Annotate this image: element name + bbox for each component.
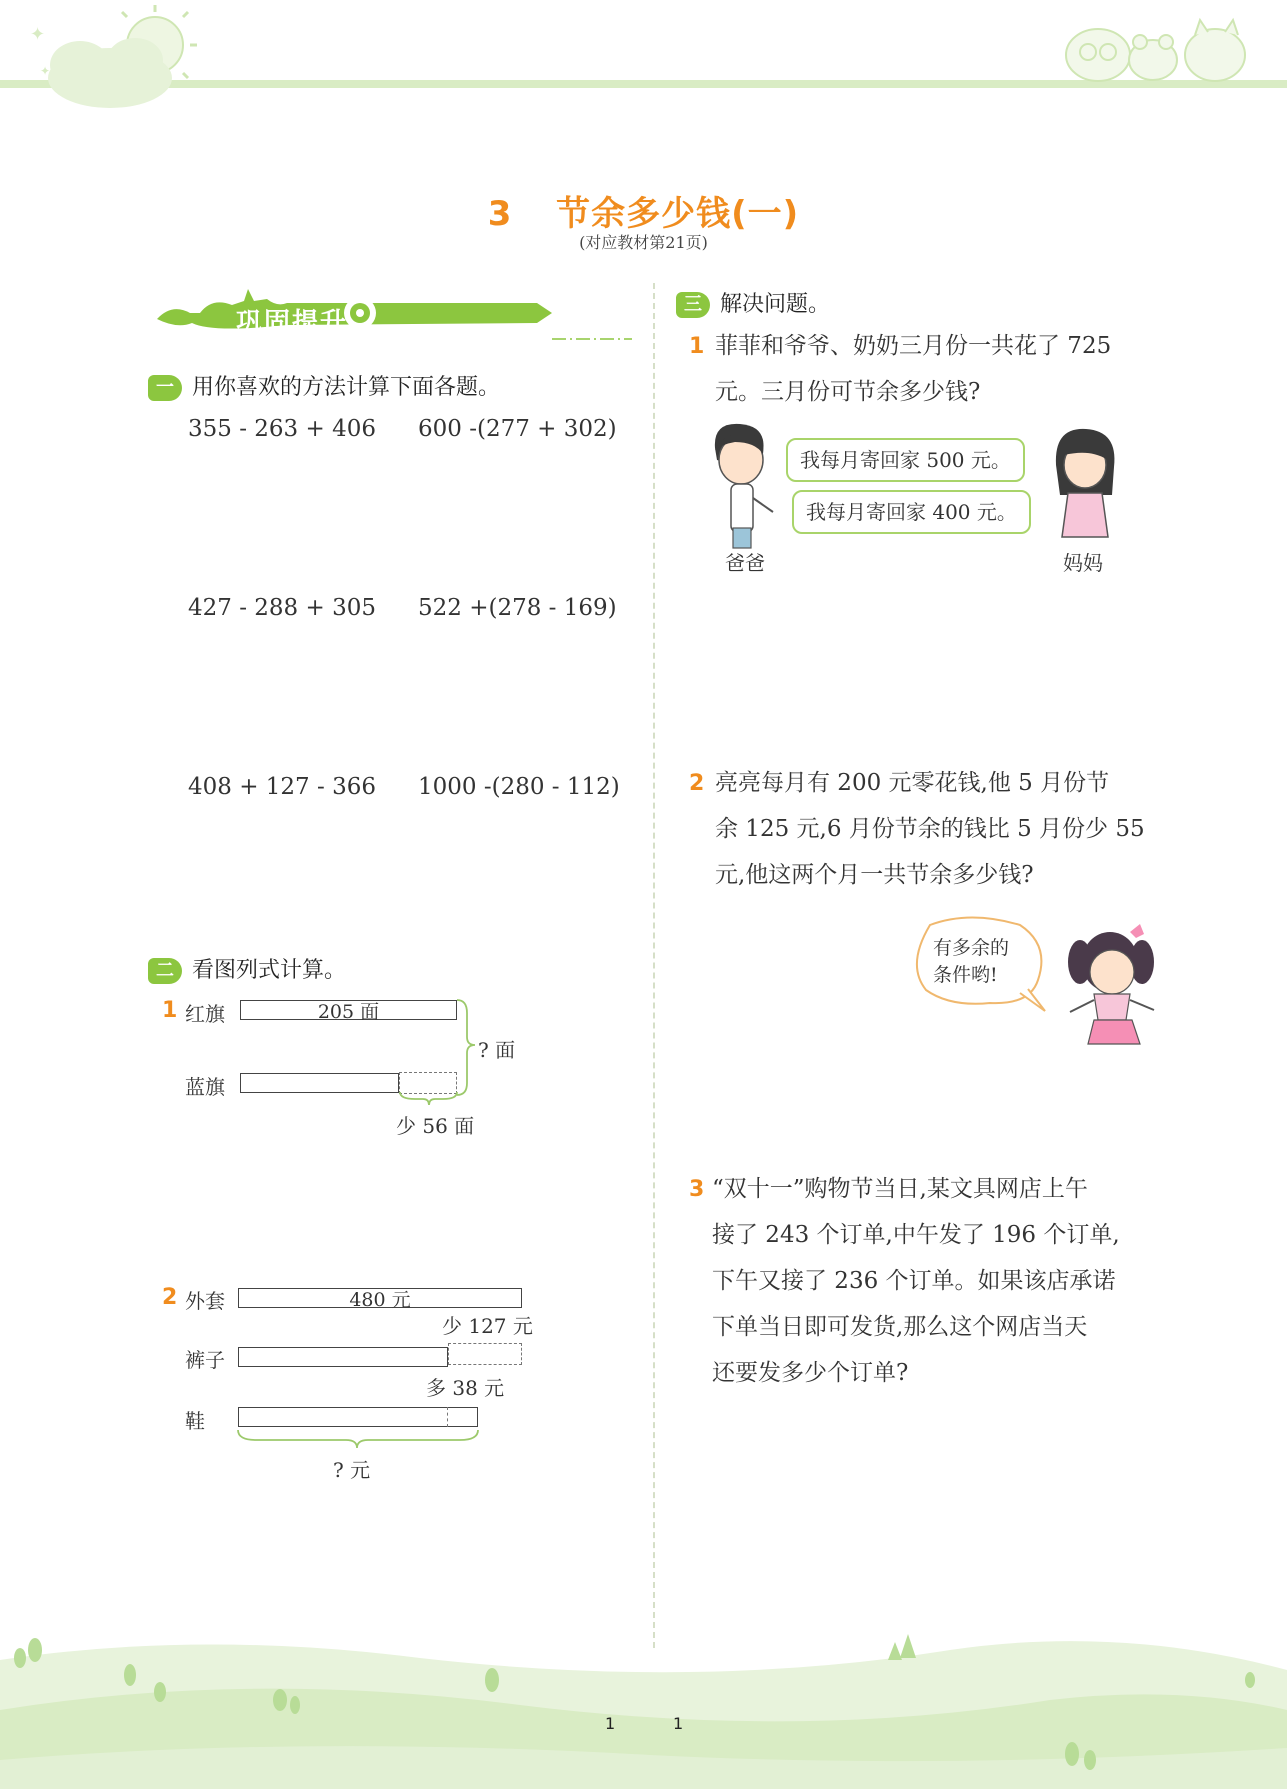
- expression: 1000 -(280 - 112): [418, 774, 620, 800]
- section3-badge: 三: [676, 292, 710, 318]
- diagram1-total-label: ? 面: [478, 1038, 516, 1062]
- diagram2-row2-label: 裤子: [185, 1348, 225, 1372]
- animal-faces-icon: [1066, 20, 1245, 81]
- diagram2-number: 2: [162, 1285, 178, 1310]
- dad-speech-bubble: 我每月寄回家 500 元。: [786, 438, 1025, 482]
- svg-text:✦: ✦: [30, 24, 46, 45]
- page-number-right: 1: [673, 1714, 684, 1733]
- page-number-left: 1: [605, 1714, 616, 1733]
- problem2-line: 余 125 元,6 月份节余的钱比 5 月份少 55: [715, 816, 1145, 842]
- svg-text:✦: ✦: [40, 64, 51, 78]
- diagram1-row2-bar: [240, 1073, 399, 1093]
- diagram2-row3-divider: [447, 1407, 448, 1427]
- dad-figure-icon: [705, 420, 775, 550]
- hint-line: 条件哟!: [933, 964, 998, 986]
- header-decoration: [0, 0, 1287, 120]
- expression: 522 +(278 - 169): [418, 595, 617, 621]
- diagram2-diff1-label: 少 127 元: [442, 1314, 533, 1338]
- expression: 355 - 263 + 406: [188, 416, 376, 442]
- mom-speech-bubble: 我每月寄回家 400 元。: [792, 490, 1031, 534]
- diagram1-braces: [395, 995, 475, 1105]
- lesson-title: 节余多少钱(一): [556, 194, 800, 234]
- problem3-number: 3: [689, 1177, 705, 1202]
- problem3-line: 接了 243 个订单,中午发了 196 个订单,: [712, 1222, 1120, 1248]
- expression: 427 - 288 + 305: [188, 595, 376, 621]
- banner-label: 巩固提升: [236, 308, 349, 338]
- problem3-text: [712, 1166, 1120, 1396]
- problem1-line: 菲菲和爷爷、奶奶三月份一共花了 725: [715, 333, 1112, 359]
- mom-figure-icon: [1050, 425, 1120, 545]
- diagram1-number: 1: [162, 998, 178, 1023]
- problem2-number: 2: [689, 771, 705, 796]
- problem1-line: 元。三月份可节余多少钱?: [715, 379, 981, 405]
- diagram1-row1-value: 205 面: [317, 1001, 380, 1023]
- diagram2-diff2-label: 多 38 元: [426, 1376, 505, 1400]
- diagram2-total-label: ? 元: [333, 1458, 371, 1482]
- diagram2-row1-value: 480 元: [349, 1289, 411, 1311]
- problem3-line: 还要发多少个订单?: [712, 1360, 909, 1386]
- problem1-text: [715, 323, 1111, 415]
- footer-landscape: [0, 1630, 1287, 1789]
- section2-title: 看图列式计算。: [192, 958, 347, 983]
- section1-badge: 一: [148, 375, 182, 401]
- page-subtitle: (对应教材第21页): [579, 233, 708, 252]
- lesson-number: 3: [487, 194, 513, 234]
- section3-heading: [676, 287, 830, 318]
- diagram2-row1-label: 外套: [185, 1289, 225, 1313]
- problem2-text: [715, 760, 1145, 898]
- expression: 600 -(277 + 302): [418, 416, 617, 442]
- problem3-line: 下午又接了 236 个订单。如果该店承诺: [712, 1268, 1116, 1294]
- diagram1-row1-label: 红旗: [185, 1002, 225, 1026]
- hint-text: [933, 935, 1009, 989]
- section2-heading: [148, 953, 346, 984]
- problem3-line: 下单当日即可发货,那么这个网店当天: [712, 1314, 1088, 1340]
- problem3-line: “双十一”购物节当日,某文具网店上午: [712, 1176, 1088, 1202]
- diagram2-bottom-brace: [236, 1428, 482, 1450]
- diagram2-row2-bar: [238, 1347, 448, 1367]
- dad-label: 爸爸: [725, 551, 765, 575]
- diagram1-diff-label: 少 56 面: [396, 1114, 475, 1138]
- mom-label: 妈妈: [1063, 551, 1103, 575]
- section3-title: 解决问题。: [720, 292, 831, 317]
- girl-figure-icon: [1060, 920, 1160, 1050]
- sun-cloud-icon: [30, 5, 197, 108]
- section1-heading: [148, 370, 500, 401]
- problem1-number: 1: [689, 334, 705, 359]
- section1-title: 用你喜欢的方法计算下面各题。: [192, 375, 501, 400]
- diagram1-row2-label: 蓝旗: [185, 1075, 225, 1099]
- page-title: [0, 186, 1287, 235]
- section2-badge: 二: [148, 958, 182, 984]
- problem2-line: 亮亮每月有 200 元零花钱,他 5 月份节: [715, 770, 1110, 796]
- hint-line: 有多余的: [933, 937, 1010, 959]
- column-divider: [653, 283, 655, 1648]
- problem2-line: 元,他这两个月一共节余多少钱?: [715, 862, 1034, 888]
- section-banner: [152, 283, 632, 343]
- diagram2-diff1-box: [448, 1343, 522, 1365]
- expression: 408 + 127 - 366: [188, 774, 376, 800]
- diagram2-row3-label: 鞋: [185, 1409, 205, 1433]
- diagram2-row3-bar: [238, 1407, 478, 1427]
